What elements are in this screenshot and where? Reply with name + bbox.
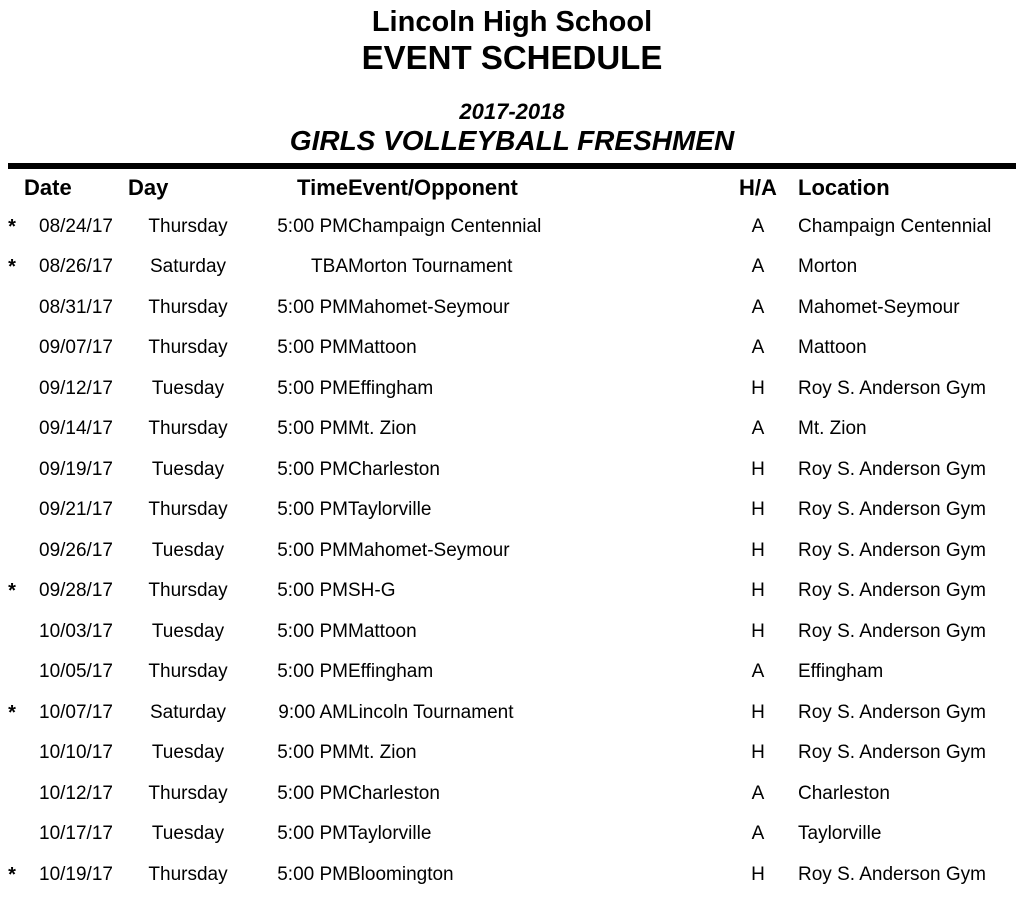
table-row [0, 652, 1024, 693]
cell-date: 09/19/17 [39, 458, 113, 480]
row-marker [0, 652, 24, 693]
table-row [0, 855, 1024, 896]
cell-date: 08/26/17 [39, 256, 113, 278]
cell-home-away: A [751, 418, 765, 440]
cell-day: Thursday [148, 661, 228, 683]
season-label: 2017-2018 [459, 99, 565, 125]
cell-date: 10/17/17 [39, 823, 113, 845]
cell-location: Mt. Zion [798, 418, 867, 440]
row-marker: * [8, 701, 16, 724]
column-header-day: Day [128, 174, 169, 200]
cell-day: Tuesday [151, 823, 225, 845]
cell-home-away: A [751, 256, 765, 278]
cell-home-away: H [751, 499, 765, 521]
cell-home-away: A [751, 823, 765, 845]
cell-date: 09/21/17 [39, 499, 113, 521]
cell-time: 5:00 PM [277, 782, 348, 804]
cell-time: TBA [311, 256, 348, 278]
row-marker [0, 612, 24, 653]
cell-time: 5:00 PM [277, 377, 348, 399]
row-marker [0, 733, 24, 774]
cell-location: Roy S. Anderson Gym [798, 742, 986, 764]
row-marker [0, 369, 24, 410]
school-name: Lincoln High School [371, 6, 653, 38]
schedule-table [0, 169, 1024, 896]
row-marker [0, 490, 24, 531]
cell-time: 5:00 PM [277, 337, 348, 359]
cell-day: Thursday [148, 499, 228, 521]
table-header-row [0, 169, 1024, 207]
cell-date: 10/07/17 [39, 701, 113, 723]
column-header-mark [0, 169, 24, 207]
cell-day: Tuesday [151, 742, 225, 764]
cell-day: Thursday [148, 580, 228, 602]
cell-date: 09/14/17 [39, 418, 113, 440]
cell-home-away: A [751, 337, 765, 359]
cell-time: 5:00 PM [277, 742, 348, 764]
cell-location: Effingham [798, 661, 884, 683]
cell-time: 5:00 PM [277, 296, 348, 318]
cell-time: 5:00 PM [277, 620, 348, 642]
cell-day: Thursday [148, 215, 228, 237]
cell-event: Mt. Zion [348, 742, 417, 764]
row-marker: * [8, 580, 16, 603]
cell-date: 09/07/17 [39, 337, 113, 359]
cell-event: Mt. Zion [348, 418, 417, 440]
column-header-date: Date [24, 174, 72, 200]
table-row [0, 288, 1024, 329]
cell-time: 5:00 PM [277, 499, 348, 521]
cell-location: Champaign Centennial [798, 215, 992, 237]
cell-event: Charleston [348, 782, 440, 804]
table-row [0, 733, 1024, 774]
cell-event: Taylorville [348, 499, 432, 521]
table-row [0, 369, 1024, 410]
cell-day: Tuesday [151, 539, 225, 561]
cell-location: Roy S. Anderson Gym [798, 539, 986, 561]
row-marker [0, 531, 24, 572]
table-row [0, 693, 1024, 734]
cell-event: Lincoln Tournament [348, 701, 514, 723]
cell-event: Mattoon [348, 337, 417, 359]
cell-location: Taylorville [798, 823, 882, 845]
row-marker: * [8, 256, 16, 279]
column-header-ha: H/A [739, 174, 777, 200]
cell-event: Mahomet-Seymour [348, 296, 510, 318]
cell-location: Charleston [798, 782, 890, 804]
document-header [0, 0, 1024, 157]
cell-event: Taylorville [348, 823, 432, 845]
table-row [0, 814, 1024, 855]
cell-day: Saturday [149, 256, 227, 278]
cell-event: Bloomington [348, 863, 454, 885]
row-marker [0, 288, 24, 329]
column-header-event: Event/Opponent [348, 174, 518, 200]
column-header-location: Location [798, 174, 890, 200]
cell-home-away: A [751, 296, 765, 318]
table-row [0, 774, 1024, 815]
row-marker: * [8, 863, 16, 886]
cell-home-away: A [751, 661, 765, 683]
cell-home-away: A [751, 782, 765, 804]
cell-home-away: H [751, 458, 765, 480]
cell-location: Roy S. Anderson Gym [798, 863, 986, 885]
cell-day: Thursday [148, 863, 228, 885]
cell-date: 10/10/17 [39, 742, 113, 764]
cell-event: Effingham [348, 661, 434, 683]
table-row [0, 450, 1024, 491]
cell-event: SH-G [348, 580, 396, 602]
cell-time: 5:00 PM [277, 215, 348, 237]
cell-date: 10/12/17 [39, 782, 113, 804]
row-marker [0, 774, 24, 815]
cell-location: Roy S. Anderson Gym [798, 458, 986, 480]
table-row [0, 207, 1024, 248]
cell-location: Roy S. Anderson Gym [798, 701, 986, 723]
cell-location: Mattoon [798, 337, 867, 359]
cell-time: 5:00 PM [277, 539, 348, 561]
cell-location: Roy S. Anderson Gym [798, 580, 986, 602]
cell-home-away: H [751, 863, 765, 885]
cell-time: 5:00 PM [277, 823, 348, 845]
cell-time: 5:00 PM [277, 661, 348, 683]
cell-event: Mattoon [348, 620, 417, 642]
cell-location: Morton [798, 256, 858, 278]
cell-day: Thursday [148, 337, 228, 359]
cell-home-away: H [751, 620, 765, 642]
cell-home-away: H [751, 742, 765, 764]
row-marker [0, 328, 24, 369]
cell-home-away: H [751, 377, 765, 399]
cell-day: Tuesday [151, 458, 225, 480]
cell-day: Tuesday [151, 377, 225, 399]
row-marker: * [8, 215, 16, 238]
cell-location: Roy S. Anderson Gym [798, 499, 986, 521]
schedule-table-body [0, 207, 1024, 896]
cell-event: Mahomet-Seymour [348, 539, 510, 561]
table-row [0, 531, 1024, 572]
cell-event: Charleston [348, 458, 440, 480]
table-row [0, 571, 1024, 612]
table-row [0, 490, 1024, 531]
cell-date: 10/05/17 [39, 661, 113, 683]
cell-home-away: H [751, 701, 765, 723]
cell-time: 5:00 PM [277, 458, 348, 480]
cell-location: Mahomet-Seymour [798, 296, 960, 318]
cell-event: Champaign Centennial [348, 215, 542, 237]
cell-location: Roy S. Anderson Gym [798, 620, 986, 642]
cell-day: Thursday [148, 296, 228, 318]
cell-day: Thursday [148, 418, 228, 440]
cell-home-away: H [751, 539, 765, 561]
cell-home-away: H [751, 580, 765, 602]
cell-day: Saturday [149, 701, 227, 723]
cell-time: 9:00 AM [278, 701, 348, 723]
cell-time: 5:00 PM [277, 863, 348, 885]
cell-location: Roy S. Anderson Gym [798, 377, 986, 399]
table-row [0, 328, 1024, 369]
cell-date: 09/28/17 [39, 580, 113, 602]
cell-time: 5:00 PM [277, 580, 348, 602]
table-row [0, 409, 1024, 450]
cell-date: 09/12/17 [39, 377, 113, 399]
cell-day: Thursday [148, 782, 228, 804]
cell-date: 08/31/17 [39, 296, 113, 318]
table-row [0, 247, 1024, 288]
column-header-time: Time [297, 174, 348, 200]
sport-label: GIRLS VOLLEYBALL FRESHMEN [289, 125, 735, 157]
cell-day: Tuesday [151, 620, 225, 642]
page-title: EVENT SCHEDULE [361, 39, 663, 77]
cell-date: 10/03/17 [39, 620, 113, 642]
table-row [0, 612, 1024, 653]
cell-event: Effingham [348, 377, 434, 399]
cell-time: 5:00 PM [277, 418, 348, 440]
cell-event: Morton Tournament [348, 256, 513, 278]
cell-date: 08/24/17 [39, 215, 113, 237]
cell-date: 09/26/17 [39, 539, 113, 561]
cell-home-away: A [751, 215, 765, 237]
cell-date: 10/19/17 [39, 863, 113, 885]
row-marker [0, 814, 24, 855]
row-marker [0, 409, 24, 450]
row-marker [0, 450, 24, 491]
